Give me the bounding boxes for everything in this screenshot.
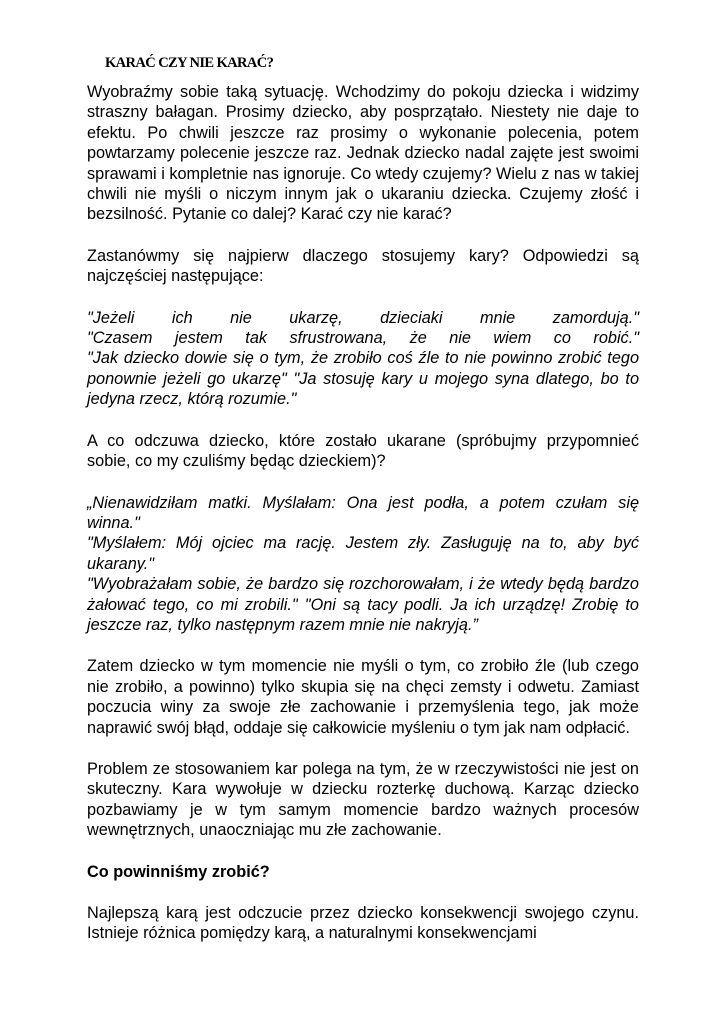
paragraph-why-punish: Zastanówmy się najpierw dlaczego stosujemy kary? Odpowiedzi są najczęściej następujące: xyxy=(87,246,639,286)
section-heading: Co powinniśmy zrobić? xyxy=(87,862,270,881)
quote-child-2: "Myślałem: Mój ojciec ma rację. Jestem zły. Zasługuję na to, aby być ukarany." xyxy=(87,534,639,573)
document-page xyxy=(87,54,639,965)
paragraph-intro: Wyobraźmy sobie taką sytuację. Wchodzimy do pokoju dziecka i widzimy straszny bałagan. Prosimy dziecko, aby posprzątało. Niestety nie daje to efektu. Po chwili jeszcze raz prosimy o wykonanie polecenia, potem powtarzamy polecenie jeszcze raz. Jednak dziecko nadal zajęte jest swoimi sprawami i kompletnie nas ignoruje. Co wtedy czujemy? Wielu z nas w takiej chwili nie myśli o niczym innym jak o ukaraniu dziecka. Czujemy złość i bezsilność. Pytanie co dalej? Karać czy nie karać? xyxy=(87,83,639,224)
quote-parent-1: "Jeżeli ich nie ukarzę, dzieciaki mnie zamordują." xyxy=(87,308,639,327)
quote-parent-3: "Jak dziecko dowie się o tym, że zrobiło coś źle to nie powinno zrobić tego ponownie jeżeli go ukarzę" "Ja stosuję kary u mojego syna dlatego, bo to jedyna rzecz, którą rozumie." xyxy=(87,349,639,409)
quotes-children xyxy=(87,493,639,636)
paragraph-best-punishment: Najlepszą karą jest odczucie przez dziecko konsekwencji swojego czynu. Istnieje różnica pomiędzy karą, a naturalnymi konsekwencjami xyxy=(87,904,639,943)
paragraph-child-feelings: A co odczuwa dziecko, które zostało ukarane (spróbujmy przypomnieć sobie, co my czuliśmy będąc dzieckiem)? xyxy=(87,431,639,471)
paragraph-revenge: Zatem dziecko w tym momencie nie myśli o tym, co zrobiło źle (lub czego nie zrobiło, a powinno) tylko skupia się na chęci zemsty i odwetu. Zamiast poczucia winy za swoje złe zachowanie i przemyślenia tego, jak może naprawić swój błąd, oddaje się całkowicie myśleniu o tym jak nam odpłacić. xyxy=(87,657,639,737)
quote-child-1: „Nienawidziłam matki. Myślałam: Ona jest podła, a potem czułam się winna." xyxy=(87,493,639,532)
quotes-parents xyxy=(87,308,639,410)
quote-child-3: "Wyobrażałam sobie, że bardzo się rozchorowałam, i że wtedy będą bardzo żałować tego, co mi zrobili." "Oni są tacy podli. Ja ich urządzę! Zrobię to jeszcze raz, tylko następnym razem mnie nie nakryją.” xyxy=(87,575,639,634)
quote-parent-2: "Czasem jestem tak sfrustrowana, że nie wiem co robić." xyxy=(87,329,639,348)
document-title: KARAĆ CZY NIE KARAĆ? xyxy=(105,55,274,71)
paragraph-problem: Problem ze stosowaniem kar polega na tym, że w rzeczywistości nie jest on skuteczny. Kara wywołuje w dziecku rozterkę duchową. Karząc dziecko pozbawiamy je w tym samym momencie bardzo ważnych procesów wewnętrznych, unaoczniając mu złe zachowanie. xyxy=(87,759,639,840)
